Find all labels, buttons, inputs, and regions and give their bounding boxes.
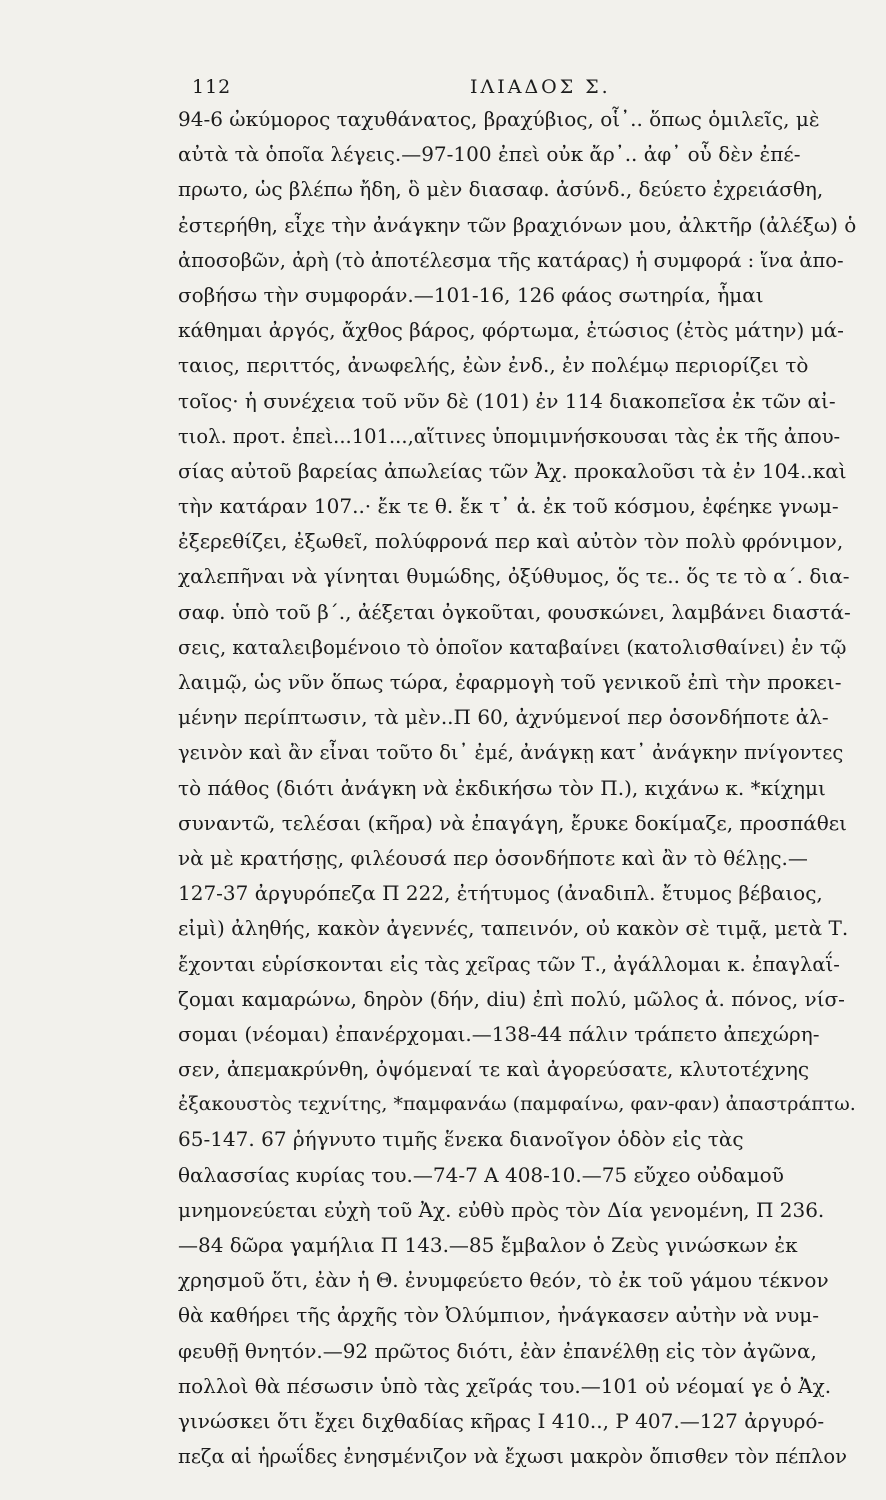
text-line: ἐξακουστὸς τεχνίτης, *παμφανάω (παμφαίνω, φαν-φαν) ἀπαστράπτω. <box>178 1093 856 1116</box>
text-line: —84 δῶρα γαμήλια Π 143.—85 ἔμβαλον ὁ Ζεὺς γινώσκων ἐκ <box>178 1233 798 1257</box>
text-line: σεν, ἀπεμακρύνθη, ὀψόμεναί τε καὶ ἀγορεύσατε, κλυτοτέχνης <box>178 1057 810 1082</box>
text-line: 127-37 ἀργυρόπεζα Π 222, ἐτήτυμος (ἀναδιπλ. ἔτυμος βέβαιος, <box>178 881 823 906</box>
text-line: φευθῇ θνητόν.—92 πρῶτος διότι, ἐὰν ἐπανέλθῃ εἰς τὸν ἀγῶνα, <box>178 1338 817 1363</box>
page-number: 112 <box>192 76 232 98</box>
text-line: 65-147. 67 ῥήγνυτο τιμῆς ἕνεκα διανοῖγον ὁδὸν εἰς τὰς <box>178 1127 744 1152</box>
text-line: ταιος, περιττός, ἀνωφελής, ἐὼν ἐνδ., ἐν πολέμῳ περιορίζει τὸ <box>178 353 809 378</box>
text-line: χρησμοῦ ὅτι, ἐὰν ἡ Θ. ἐνυμφεύετο θεόν, τὸ ἐκ τοῦ γάμου τέκνον <box>178 1268 829 1293</box>
text-line: τὸ πάθος (διότι ἀνάγκη νὰ ἐκδικήσω τὸν Π.), κιχάνω κ. *κίχημι <box>178 775 826 800</box>
text-line: συναντῶ, τελέσαι (κῆρα) νὰ ἐπαγάγη, ἔρυκε δοκίμαζε, προσπάθει <box>178 810 847 835</box>
text-line: σεις, καταλειβομένοιο τὸ ὁποῖον καταβαίνει (κατολισθαίνει) ἐν τῷ <box>178 635 847 659</box>
text-line: τὴν κατάραν 107..· ἔκ τε θ. ἔκ τ᾽ ἀ. ἐκ τοῦ κόσμου, ἐφέηκε γνωμ- <box>178 494 839 519</box>
text-line: αὐτὰ τὰ ὁποῖα λέγεις.—97-100 ἐπεὶ οὐκ ἄρ᾽.. ἀφ᾽ οὗ δὲν ἐπέ- <box>178 142 801 167</box>
text-line: τιολ. προτ. ἐπεὶ...101...,αἵτινες ὑπομιμνήσκουσαι τὰς ἐκ τῆς ἀπου- <box>178 424 841 448</box>
text-line: ἐξερεθίζει, ἐξωθεῖ, πολύφρονά περ καὶ αὐτὸν τὸν πολὺ φρόνιμον, <box>178 529 844 554</box>
text-line: ἀποσοβῶν, ἀρὴ (τὸ ἀποτέλεσμα τῆς κατάρας) ἡ συμφορά : ἵνα ἀπο- <box>178 248 844 272</box>
text-line: θαλασσίας κυρίας του.—74-7 Α 408-10.—75 εὔχεο οὐδαμοῦ <box>178 1162 784 1187</box>
text-line: πολλοὶ θὰ πέσωσιν ὑπὸ τὰς χεῖράς του.—101 οὐ νέομαί γε ὁ Ἀχ. <box>178 1373 832 1398</box>
text-line: πεζα αἱ ἡρωΐδες ἐνησμένιζον νὰ ἔχωσι μακρὸν ὄπισθεν τὸν πέπλον <box>178 1445 847 1469</box>
text-line: 94-6 ὠκύμορος ταχυθάνατος, βραχύβιος, οἷ᾽.. ὅπως ὁμιλεῖς, μὲ <box>178 107 820 131</box>
text-line: σομαι (νέομαι) ἐπανέρχομαι.—138-44 πάλιν τράπετο ἀπεχώρη- <box>178 1021 820 1046</box>
text-line: σαφ. ὑπὸ τοῦ β΄., ἀέξεται ὀγκοῦται, φουσκώνει, λαμβάνει διαστά- <box>178 599 851 624</box>
commentary-text <box>178 102 856 1474</box>
text-line: σίας αὐτοῦ βαρείας ἀπωλείας τῶν Ἀχ. προκαλοῦσι τὰ ἐν 104..καὶ <box>178 458 847 483</box>
text-line: μένην περίπτωσιν, τὰ μὲν..Π 60, ἀχνύμενοί περ ὁσονδήποτε ἀλ- <box>178 705 829 730</box>
text-line: θὰ καθήρει τῆς ἀρχῆς τὸν Ὀλύμπιον, ἠνάγκασεν αὐτὴν νὰ νυμ- <box>178 1303 819 1328</box>
text-line: εἰμὶ) ἀληθής, κακὸν ἀγεννές, ταπεινόν, οὐ κακὸν σὲ τιμᾷ, μετὰ Τ. <box>178 916 849 941</box>
text-line: ἔχονται εὑρίσκονται εἰς τὰς χεῖρας τῶν Τ., ἀγάλλομαι κ. ἐπαγλαΐ- <box>178 952 840 976</box>
text-line: νὰ μὲ κρατήσῃς, φιλέουσά περ ὁσονδήποτε καὶ ἂν τὸ θέλῃς.— <box>178 845 808 870</box>
text-line: μνημονεύεται εὐχὴ τοῦ Ἀχ. εὐθὺ πρὸς τὸν Δία γενομένη, Π 236. <box>178 1197 825 1222</box>
text-line: σοβήσω τὴν συμφοράν.—101-16, 126 φάος σωτηρία, ἧμαι <box>178 282 764 307</box>
text-line: χαλεπῆναι νὰ γίνηται θυμώδης, ὀξύθυμος, ὅς τε.. ὅς τε τὸ α΄. δια- <box>178 564 850 589</box>
text-line: κάθημαι ἀργός, ἄχθος βάρος, φόρτωμα, ἐτώσιος (ἐτὸς μάτην) μά- <box>178 318 844 343</box>
text-line: τοῖος· ἡ συνέχεια τοῦ νῦν δὲ (101) ἐν 114 διακοπεῖσα ἐκ τῶν αἰ- <box>178 388 836 413</box>
page-header <box>0 72 886 106</box>
running-title: ΙΛΙΑΔΟΣ Σ. <box>470 76 611 98</box>
text-line: γινώσκει ὅτι ἔχει διχθαδίας κῆρας Ι 410.., Ρ 407.—127 ἀργυρό- <box>178 1408 825 1433</box>
text-line: γεινὸν καὶ ἂν εἶναι τοῦτο δι᾽ ἐμέ, ἀνάγκῃ κατ᾽ ἀνάγκην πνίγοντες <box>178 741 844 765</box>
text-line: ζομαι καμαρώνω, δηρὸν (δήν, diu) ἐπὶ πολύ, μῶλος ἀ. πόνος, νίσ- <box>178 986 845 1011</box>
text-line: πρωτο, ὡς βλέπω ἤδη, ὃ μὲν διασαφ. ἀσύνδ., δεύετο ἐχρειάσθη, <box>178 177 824 202</box>
text-line: ἐστερήθη, εἶχε τὴν ἀνάγκην τῶν βραχιόνων μου, ἀλκτῆρ (ἀλέξω) ὁ <box>178 212 856 237</box>
text-line: λαιμῷ, ὡς νῦν ὅπως τώρα, ἐφαρμογὴ τοῦ γενικοῦ ἐπὶ τὴν προκει- <box>178 670 842 694</box>
